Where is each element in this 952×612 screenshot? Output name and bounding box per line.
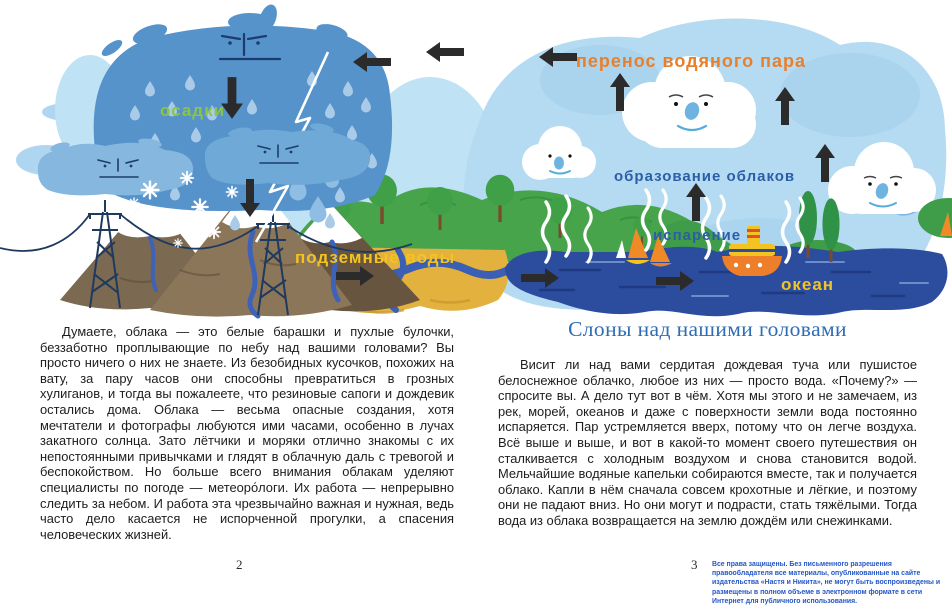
power-line	[0, 214, 90, 251]
arrow-left-icon	[426, 42, 464, 62]
label-precipitation: осадки	[160, 101, 226, 120]
left-page-number: 2	[236, 557, 243, 572]
right-page-title: Слоны над нашими головами	[568, 317, 847, 341]
label-vapor-transport: перенос водяного пара	[576, 51, 807, 71]
label-cloud-formation: образование облаков	[614, 168, 796, 185]
label-evaporation: испарение	[653, 227, 742, 244]
right-page-paragraph: Висит ли над вами сердитая дождевая туча или пушистое белоснежное облачко, любое из них — просто вода. «Почему?» — спросите вы. А дело тут вот в чём. Хотя мы этого и не замечаем, из рек, морей, океанов и даже с поверхности земли вода постоянно испаряется. Пар устремляется вверх, потому что он легче воздуха. Всё выше и выше, и вот в какой-то момент своего путешествия он сталкивается с холодным воздухом и снова становится водой. Мельчайшие водяные капельки собираются вместе, так и получается облако. Капли в нём сначала совсем крохотные и лёгкие, и поэтому они не падают вниз. Но они могут и подрасти, стать тяжёлыми. Тогда вода из облака возвращается на землю дождём или снежинками.	[498, 357, 917, 528]
label-groundwater: подземные воды	[295, 248, 456, 267]
left-page-paragraph: Думаете, облака — это белые барашки и пухлые булочки, беззаботно проплывающие по небу над вашими головами? Вы просто ничего о них не знаете. Из безобидных кусочков, похожих на вату, за пару часов они способны превратиться в грозных хулиганов, и тогда вы пожалеете, что резиновые сапоги и дождевик остались дома. Облака — весьма опасные создания, хотя мечтатели и фотографы любуются ими часами, особенно в лучах закатного солнца. Зато лётчики и моряки отлично знакомы с их непостоянными привычками и глядят в облачную даль с тревогой и беспокойством. Но больше всего внимания облакам уделяют специалисты по погоде — метеоро́логи. Их работа — непрерывно следить за небом. И работа эта чрезвычайно важная и нужная, ведь часто дело касается не испорченной прогулки, а спасения человеческих жизней.	[40, 324, 454, 542]
label-ocean: океан	[781, 275, 835, 294]
right-page-number: 3	[691, 557, 698, 572]
copyright-notice: Все права защищены. Без письменного разрешения правообладателя все материалы, опубликованные на сайте издательства «Настя и Никита», не могут быть воспроизведены и размещены в полном объеме в электронном формате в сети Интернет для публичного использования.	[712, 561, 941, 605]
